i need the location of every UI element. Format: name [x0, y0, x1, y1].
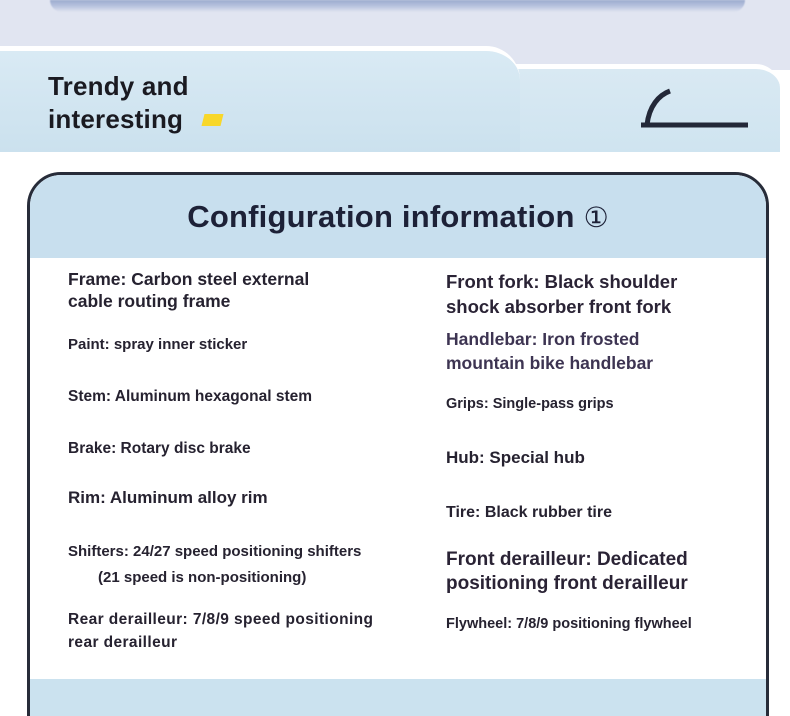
card-title: Configuration information	[187, 198, 575, 234]
tagline-line-1: Trendy and	[48, 71, 189, 101]
spec-hub: Hub: Special hub	[446, 448, 585, 467]
spec-brake: Brake: Rotary disc brake	[68, 440, 251, 457]
spec-shifters-note: (21 speed is non-positioning)	[98, 569, 307, 586]
configuration-card	[27, 172, 769, 716]
tagline-line-2: interesting	[48, 103, 184, 134]
spec-rim: Rim: Aluminum alloy rim	[68, 488, 268, 507]
spec-grips: Grips: Single-pass grips	[446, 396, 614, 412]
next-section-header-strip	[30, 679, 766, 716]
spec-frame: Frame: Carbon steel external cable routing frame	[68, 269, 310, 311]
spec-stem: Stem: Aluminum hexagonal stem	[68, 388, 313, 405]
tagline	[48, 70, 189, 135]
curved-line-icon	[633, 88, 753, 130]
previous-card-shadow	[50, 0, 745, 12]
highlight-marker	[202, 114, 224, 126]
card-header	[30, 175, 766, 258]
spec-paint: Paint: spray inner sticker	[68, 336, 248, 353]
spec-flywheel: Flywheel: 7/8/9 positioning flywheel	[446, 616, 692, 632]
spec-front-fork: Front fork: Black shoulder shock absorber front fork	[446, 271, 678, 317]
spec-shifters: Shifters: 24/27 speed positioning shifters	[68, 543, 362, 560]
spec-handlebar: Handlebar: Iron frosted mountain bike handlebar	[446, 329, 654, 373]
card-title-badge: ①	[583, 202, 609, 233]
spec-tire: Tire: Black rubber tire	[446, 504, 612, 521]
spec-front-derailleur: Front derailleur: Dedicated positioning front derailleur	[446, 549, 688, 594]
spec-rear-derailleur: Rear derailleur: 7/8/9 speed positioning rear derailleur	[68, 611, 374, 651]
